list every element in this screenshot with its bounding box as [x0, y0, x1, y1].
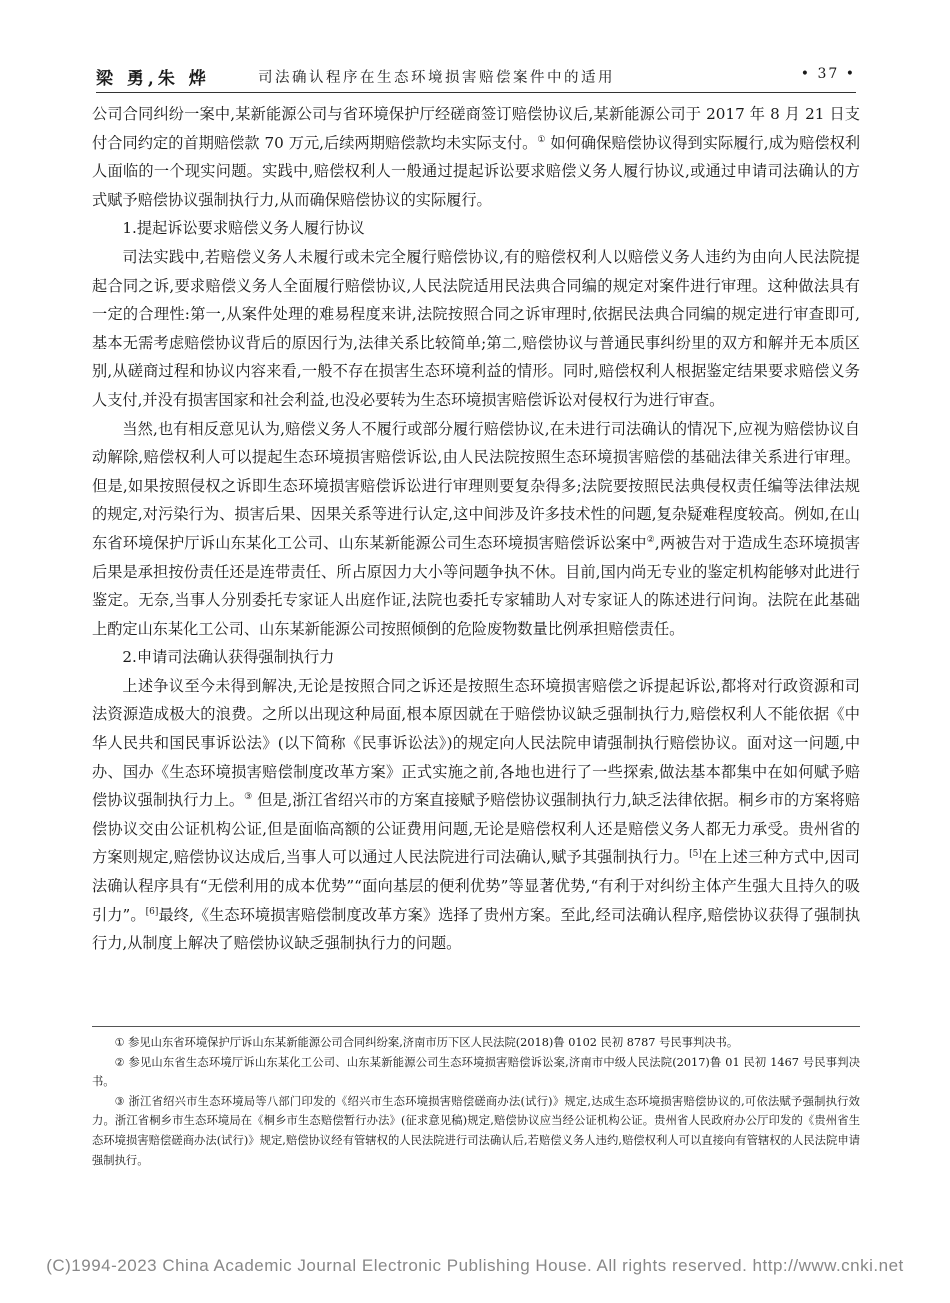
footnote-number: ①	[114, 1036, 125, 1049]
section-heading-2: 2.申请司法确认获得强制执行力	[122, 648, 335, 667]
citation-ref-6[interactable]: [6]	[145, 906, 159, 917]
section-heading-1: 1.提起诉讼要求赔偿义务人履行协议	[122, 219, 365, 238]
footnote: ② 参见山东省生态环境厅诉山东某化工公司、山东某新能源公司生态环境损害赔偿诉讼案,济南市中级人民法院(2017)鲁 01 民初 1467 号民事判决书。	[92, 1055, 860, 1089]
paragraph: 司法实践中,若赔偿义务人未履行或未完全履行赔偿协议,有的赔偿权利人以赔偿义务人违约为由向人民法院提起合同之诉,要求赔偿义务人全面履行赔偿协议,人民法院适用民法典合同编的规定对案件进行审理。这种做法具有一定的合理性:第一,从案件处理的难易程度来讲,法院按照合同之诉审理时,依据民法典合同编的规定进行审查即可,基本无需考虑赔偿协议背后的原因行为,法律关系比较简单;第二,赔偿协议与普通民事纠纷里的双方和解并无本质区别,从磋商过程和协议内容来看,一般不存在损害生态环境利益的情形。同时,赔偿权利人根据鉴定结果要求赔偿义务人支付,并没有损害国家和社会利益,也没必要转为生态环境损害赔偿诉讼对侵权行为进行审查。	[92, 247, 860, 409]
page-number: • 37 •	[800, 66, 856, 82]
footnote-ref-3[interactable]: ③	[244, 792, 253, 803]
footnote-ref-1[interactable]: ①	[537, 134, 546, 145]
footnote: ③ 浙江省绍兴市生态环境局等八部门印发的《绍兴市生态环境损害赔偿磋商办法(试行)》规定,达成生态环境损害赔偿协议的,可依法赋予强制执行效力。浙江省桐乡市生态环境局在《桐乡市生态赔偿暂行办法》(征求意见稿)规定,赔偿协议应当经公证机构公证。贵州省人民政府办公厅印发的《贵州省生态环境损害赔偿磋商办法(试行)》规定,赔偿协议经有管辖权的人民法院进行司法确认后,若赔偿义务人违约,赔偿权利人可以直接向有管辖权的人民法院申请强制执行。	[92, 1094, 860, 1167]
paragraph-continued: 公司合同纠纷一案中,某新能源公司与省环境保护厅经磋商签订赔偿协议后,某新能源公司于 2017 年 8 月 21 日支付合同约定的首期赔偿款 70 万元,后续两期赔偿款均未实际支付。① 如何确保赔偿协议得到实际履行,成为赔偿权利人面临的一个现实问题。实践中,赔偿权利人一般通过提起诉讼要求赔偿义务人履行协议,或通过申请司法确认的方式赋予赔偿协议强制执行力,从而确保赔偿协议的实际履行。	[92, 105, 861, 209]
article-body	[92, 100, 860, 958]
header-authors: 梁 勇,朱 烨	[96, 69, 210, 89]
citation-ref-5[interactable]: [5]	[689, 849, 702, 860]
copyright-watermark: (C)1994-2023 China Academic Journal Electronic Publishing House. All rights reserved. http://www.cnki.net	[46, 1256, 904, 1275]
footnote-number: ③	[114, 1094, 125, 1108]
running-header	[96, 58, 856, 93]
footnote-number: ②	[114, 1055, 125, 1069]
footnote: ① 参见山东省环境保护厅诉山东某新能源公司合同纠纷案,济南市历下区人民法院(2018)鲁 0102 民初 8787 号民事判决书。	[114, 1036, 739, 1049]
paragraph: 当然,也有相反意见认为,赔偿义务人不履行或部分履行赔偿协议,在未进行司法确认的情况下,应视为赔偿协议自动解除,赔偿权利人可以提起生态环境损害赔偿诉讼,由人民法院按照生态环境损害赔偿的基础法律关系进行审理。但是,如果按照侵权之诉即生态环境损害赔偿诉讼进行审理则要复杂得多;法院要按照民法典侵权责任编等法律法规的规定,对污染行为、损害后果、因果关系等进行认定,这中间涉及许多技术性的问题,复杂疑难程度较高。例如,在山东省环境保护厅诉山东某化工公司、山东某新能源公司生态环境损害赔偿诉讼案中②,两被告对于造成生态环境损害后果是承担按份责任还是连带责任、所占原因力大小等问题争执不休。目前,国内尚无专业的鉴定机构能够对此进行鉴定。无奈,当事人分别委托专家证人出庭作证,法院也委托专家辅助人对专家证人的陈述进行问询。法院在此基础上酌定山东某化工公司、山东某新能源公司按照倾倒的危险废物数量比例承担赔偿责任。	[92, 419, 861, 638]
header-article-title: 司法确认程序在生态环境损害赔偿案件中的适用	[258, 70, 615, 86]
paragraph: 上述争议至今未得到解决,无论是按照合同之诉还是按照生态环境损害赔偿之诉提起诉讼,都将对行政资源和司法资源造成极大的浪费。之所以出现这种局面,根本原因就在于赔偿协议缺乏强制执行力,赔偿权利人不能依据《中华人民共和国民事诉讼法》(以下简称《民事诉讼法》)的规定向人民法院申请强制执行赔偿协议。面对这一问题,中办、国办《生态环境损害赔偿制度改革方案》正式实施之前,各地也进行了一些探索,做法基本都集中在如何赋予赔偿协议强制执行力上。③ 但是,浙江省绍兴市的方案直接赋予赔偿协议强制执行力,缺乏法律依据。桐乡市的方案将赔偿协议交由公证机构公证,但是面临高额的公证费用问题,无论是赔偿权利人还是赔偿义务人都无力承受。贵州省的方案则规定,赔偿协议达成后,当事人可以通过人民法院进行司法确认,赋予其强制执行力。[5]在上述三种方式中,因司法确认程序具有“无偿利用的成本优势”“面向基层的便利优势”等显著优势,“有利于对纠纷主体产生强大且持久的吸引力”。[6]最终,《生态环境损害赔偿制度改革方案》选择了贵州方案。至此,经司法确认程序,赔偿协议获得了强制执行力,从制度上解决了赔偿协议缺乏强制执行力的问题。	[92, 676, 861, 953]
footnote-ref-2[interactable]: ②	[646, 534, 655, 545]
footnote-divider	[92, 1026, 860, 1027]
footnotes	[92, 1033, 860, 1170]
